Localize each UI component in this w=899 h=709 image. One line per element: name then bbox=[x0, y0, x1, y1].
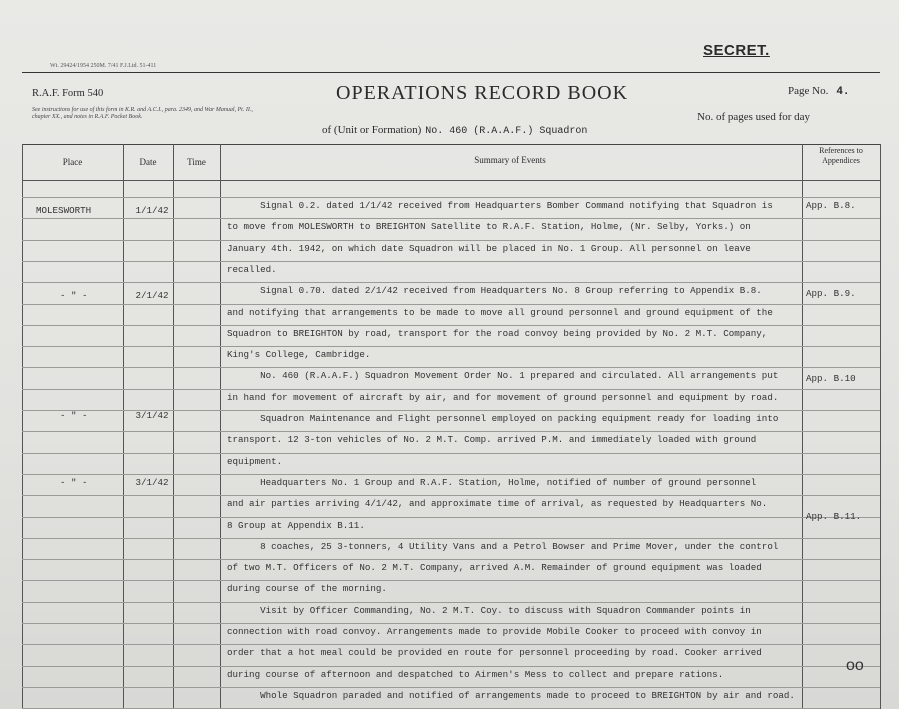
summary-line: and notifying that arrangements to be made to move all ground personnel and ground equipment of the bbox=[227, 307, 773, 318]
summary-line: Squadron Maintenance and Flight personnel employed on packing equipment ready for loading into bbox=[227, 413, 779, 424]
summary-line: and air parties arriving 4/1/42, and approximate time of arrival, as requested by Headquarters No. bbox=[227, 498, 768, 509]
column-divider-summary bbox=[802, 144, 803, 709]
ruled-line bbox=[22, 367, 880, 368]
ruled-line bbox=[22, 261, 880, 262]
column-border-left bbox=[22, 144, 23, 709]
summary-line: of two M.T. Officers of No. 2 M.T. Company, arrived A.M. Remainder of ground equipment was loaded bbox=[227, 562, 762, 573]
column-divider-time bbox=[220, 144, 221, 709]
reference-entry: App. B.10 bbox=[806, 373, 856, 384]
unit-field bbox=[322, 124, 587, 137]
column-header-references: References to Appendices bbox=[819, 146, 863, 165]
page-number bbox=[788, 85, 850, 98]
ruled-line bbox=[22, 559, 880, 560]
ruled-line bbox=[22, 517, 880, 518]
reference-entry: App. B.8. bbox=[806, 200, 856, 211]
ruled-line bbox=[22, 197, 880, 198]
form-instructions: See instructions for use of this form in K.R. and A.C.I., para. 2349, and War Manual, Pt. II., chapter XX., and notes in R.A.F. Pocket Book. bbox=[32, 107, 253, 120]
column-header-time: Time bbox=[187, 157, 206, 167]
ruled-line bbox=[22, 623, 880, 624]
header-rule bbox=[22, 144, 880, 145]
ruled-line bbox=[22, 218, 880, 219]
summary-line: in hand for movement of aircraft by air, and for movement of ground personnel and equipment by road. bbox=[227, 392, 779, 403]
unit-label: of (Unit or Formation) bbox=[322, 124, 422, 136]
unit-value: No. 460 (R.A.A.F.) Squadron bbox=[425, 126, 588, 137]
summary-line: transport. 12 3-ton vehicles of No. 2 M.T. Comp. arrived P.M. and immediately loaded with ground bbox=[227, 434, 757, 445]
summary-line: to move from MOLESWORTH to BREIGHTON Satellite to R.A.F. Station, Holme, (Nr. Selby, Yorks.) on bbox=[227, 221, 751, 232]
page-number-value: 4. bbox=[836, 86, 850, 98]
handwritten-mark: oo bbox=[846, 657, 864, 674]
page-title: OPERATIONS RECORD BOOK bbox=[336, 82, 629, 104]
ruled-line bbox=[22, 453, 880, 454]
column-border-right bbox=[880, 144, 881, 709]
reference-entry: App. B.9. bbox=[806, 288, 856, 299]
summary-line: Signal 0.2. dated 1/1/42 received from Headquarters Bomber Command notifying that Squadron is bbox=[227, 200, 773, 211]
ruled-line bbox=[22, 538, 880, 539]
ruled-line bbox=[22, 666, 880, 667]
ruled-line bbox=[22, 644, 880, 645]
place-entry: - " - bbox=[60, 290, 88, 301]
pages-used-label: No. of pages used for day bbox=[697, 111, 811, 123]
summary-line: Squadron to BREIGHTON by road, transport for the road convoy being provided by No. 2 M.T. Company, bbox=[227, 328, 768, 339]
summary-line: Headquarters No. 1 Group and R.A.F. Station, Holme, notified of number of ground personnel bbox=[227, 477, 757, 488]
summary-line: King's College, Cambridge. bbox=[227, 349, 371, 360]
date-entry: 3/1/42 bbox=[135, 477, 169, 488]
ruled-line bbox=[22, 389, 880, 390]
ruled-line bbox=[22, 580, 880, 581]
summary-line: 8 Group at Appendix B.11. bbox=[227, 520, 365, 531]
summary-line: No. 460 (R.A.A.F.) Squadron Movement Order No. 1 prepared and circulated. All arrangements put bbox=[227, 370, 779, 381]
date-entry: 2/1/42 bbox=[135, 290, 169, 301]
ruled-line bbox=[22, 304, 880, 305]
summary-line: Signal 0.70. dated 2/1/42 received from Headquarters No. 8 Group referring to Appendix B.8. bbox=[227, 285, 762, 296]
column-header-date: Date bbox=[139, 157, 157, 167]
summary-line: connection with road convoy. Arrangements made to provide Mobile Cooker to proceed with convoy in bbox=[227, 626, 762, 637]
summary-line: recalled. bbox=[227, 264, 277, 275]
summary-line: January 4th. 1942, on which date Squadron will be placed in No. 1 Group. All personnel on leave bbox=[227, 243, 751, 254]
column-header-summary: Summary of Events bbox=[474, 155, 546, 165]
summary-line: Visit by Officer Commanding, No. 2 M.T. Coy. to discuss with Squadron Commander points in bbox=[227, 605, 751, 616]
ruled-line bbox=[22, 687, 880, 688]
top-rule bbox=[22, 72, 880, 73]
column-header-place: Place bbox=[62, 157, 83, 167]
ruled-line bbox=[22, 602, 880, 603]
ruled-line bbox=[22, 282, 880, 283]
summary-line: equipment. bbox=[227, 456, 283, 467]
reference-entry: App. B.11. bbox=[806, 511, 862, 522]
summary-line: during course of afternoon and despatched to Airmen's Mess to collect and prepare rations. bbox=[227, 669, 724, 680]
ruled-line bbox=[22, 240, 880, 241]
ruled-line bbox=[22, 431, 880, 432]
page-number-label: Page No. bbox=[788, 85, 829, 97]
printers-line: Wt. 29424/1954 250M. 7/41 F.J.Ltd. 51-411 bbox=[50, 63, 157, 69]
place-entry: MOLESWORTH bbox=[36, 205, 92, 216]
date-entry: 1/1/42 bbox=[135, 205, 169, 216]
summary-line: during course of the morning. bbox=[227, 583, 387, 594]
secret-stamp: SECRET. bbox=[703, 42, 770, 59]
ruled-line bbox=[22, 325, 880, 326]
ruled-line bbox=[22, 495, 880, 496]
date-entry: 3/1/42 bbox=[135, 410, 169, 421]
place-entry: - " - bbox=[60, 477, 88, 488]
column-header-rule bbox=[22, 180, 880, 181]
place-entry: - " - bbox=[60, 410, 88, 421]
ruled-line bbox=[22, 346, 880, 347]
column-divider-place bbox=[123, 144, 124, 709]
summary-line: 8 coaches, 25 3-tonners, 4 Utility Vans and a Petrol Bowser and Prime Mover, under the control bbox=[227, 541, 779, 552]
summary-line: Whole Squadron paraded and notified of arrangements made to proceed to BREIGHTON by air and road. bbox=[227, 690, 795, 701]
ruled-line bbox=[22, 474, 880, 475]
column-divider-date bbox=[173, 144, 174, 709]
form-number: R.A.F. Form 540 bbox=[32, 88, 104, 99]
summary-line: order that a hot meal could be provided en route for personnel proceeding by road. Cooker arrived bbox=[227, 647, 762, 658]
